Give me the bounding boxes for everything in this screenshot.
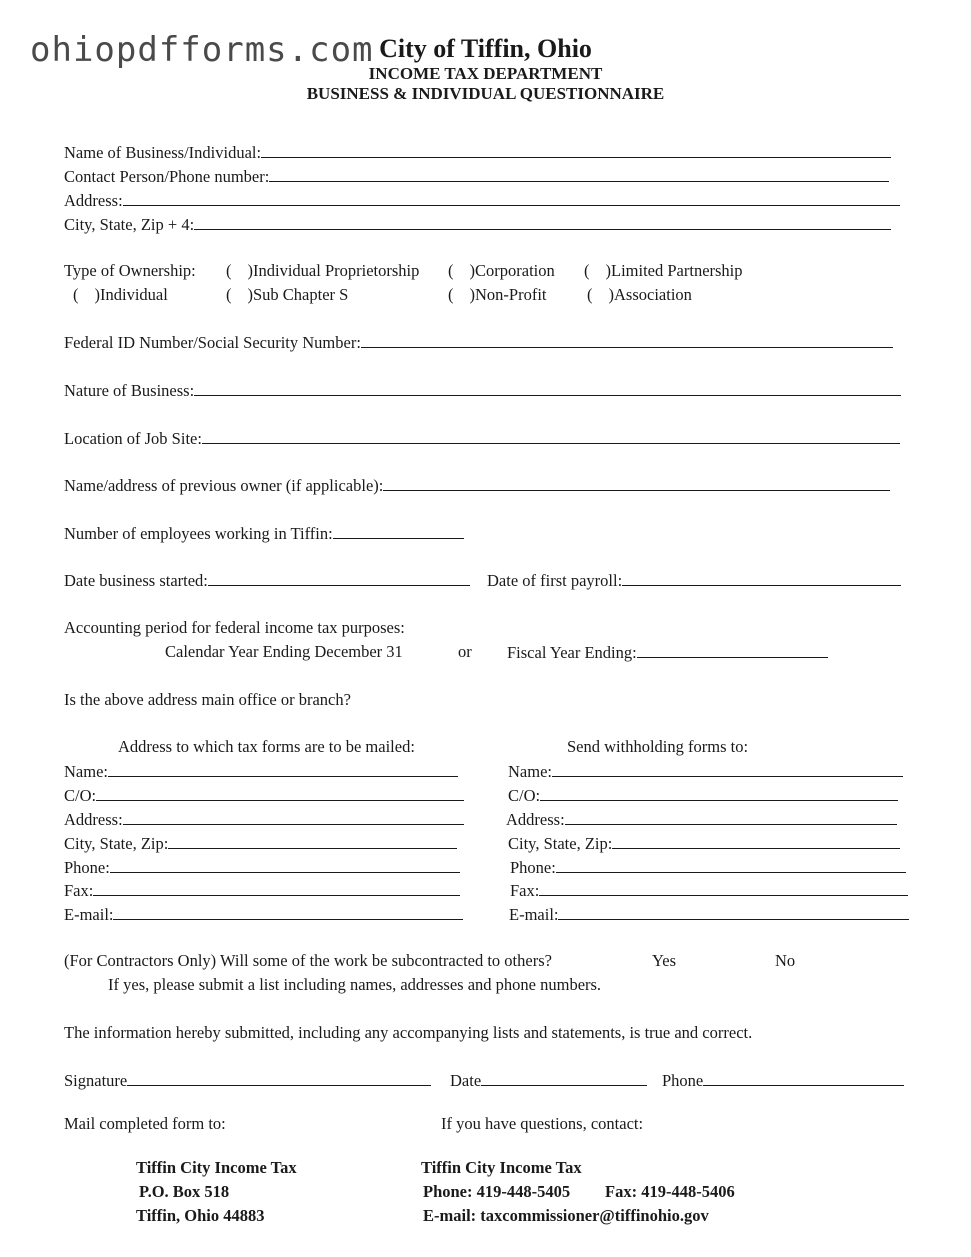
signature-phone-field xyxy=(662,1070,904,1091)
mailing-heading-left: Address to which tax forms are to be mailed: xyxy=(118,737,415,756)
field-city xyxy=(64,214,891,235)
left-address-field xyxy=(64,809,464,830)
field-label: Address: xyxy=(506,810,565,829)
previous-owner-input[interactable] xyxy=(383,475,890,491)
checkbox-individual-proprietorship[interactable] xyxy=(226,261,419,281)
city-input[interactable] xyxy=(194,214,891,230)
field-label: Name: xyxy=(64,762,108,781)
department-heading: INCOME TAX DEPARTMENT xyxy=(368,64,603,83)
right-email-field xyxy=(509,904,909,925)
contact-input[interactable] xyxy=(269,166,889,182)
signature-date-input[interactable] xyxy=(481,1070,647,1086)
fiscal-year-input[interactable] xyxy=(637,642,828,658)
field-address xyxy=(64,190,900,211)
form-subtitle: BUSINESS & INDIVIDUAL QUESTIONNAIRE xyxy=(306,84,665,103)
left-city-field xyxy=(64,833,457,854)
signature-input[interactable] xyxy=(127,1070,431,1086)
checkbox-association[interactable] xyxy=(587,285,692,305)
field-location xyxy=(64,428,900,449)
left-co-field xyxy=(64,785,464,806)
left-fax-field xyxy=(64,880,460,901)
option-label: )Non-Profit xyxy=(469,285,547,304)
contractors-note: If yes, please submit a list including names, addresses and phone numbers. xyxy=(108,975,602,994)
field-label: C/O: xyxy=(508,786,541,805)
checkbox-individual[interactable] xyxy=(73,285,168,305)
questions-label: If you have questions, contact: xyxy=(441,1114,644,1133)
right-phone-input[interactable] xyxy=(556,857,906,873)
signature-phone-input[interactable] xyxy=(703,1070,904,1086)
right-co-field xyxy=(508,785,898,806)
yes-option[interactable]: Yes xyxy=(652,951,677,970)
field-business-name xyxy=(64,142,891,163)
calendar-year-option[interactable]: Calendar Year Ending December 31 xyxy=(165,642,403,661)
open-paren: ( xyxy=(226,285,232,304)
right-email-input[interactable] xyxy=(558,904,909,920)
page-title: City of Tiffin, Ohio xyxy=(379,34,592,63)
field-label: Phone: xyxy=(64,858,110,877)
field-fiscal-year xyxy=(507,642,828,663)
field-label: Location of Job Site: xyxy=(64,429,202,448)
contact-fax: Fax: 419-448-5406 xyxy=(605,1182,735,1201)
field-label: Federal ID Number/Social Security Number: xyxy=(64,333,361,352)
location-input[interactable] xyxy=(202,428,900,444)
date-started-input[interactable] xyxy=(208,570,470,586)
field-label: Contact Person/Phone number: xyxy=(64,167,270,186)
mail-city: Tiffin, Ohio 44883 xyxy=(136,1206,265,1225)
mailing-heading-right: Send withholding forms to: xyxy=(567,737,749,756)
contact-email[interactable]: E-mail: taxcommissioner@tiffinohio.gov xyxy=(423,1206,709,1225)
field-label: E-mail: xyxy=(509,905,559,924)
field-date-started xyxy=(64,570,470,591)
employees-input[interactable] xyxy=(333,523,464,539)
field-employees xyxy=(64,523,464,544)
left-co-input[interactable] xyxy=(96,785,464,801)
federal-id-input[interactable] xyxy=(361,332,893,348)
option-label: )Individual xyxy=(94,285,168,304)
checkbox-sub-chapter-s[interactable] xyxy=(226,285,348,305)
open-paren: ( xyxy=(448,261,454,280)
field-label: City, State, Zip: xyxy=(64,834,169,853)
field-label: Date xyxy=(450,1071,482,1090)
contact-phone: Phone: 419-448-5405 xyxy=(423,1182,571,1201)
right-city-input[interactable] xyxy=(612,833,900,849)
option-label: )Corporation xyxy=(469,261,555,280)
field-label: City, State, Zip: xyxy=(508,834,613,853)
left-name-input[interactable] xyxy=(108,761,458,777)
certification-statement: The information hereby submitted, including any accompanying lists and statements, is true and correct. xyxy=(64,1023,753,1042)
left-phone-input[interactable] xyxy=(110,857,460,873)
field-label: Phone xyxy=(662,1071,704,1090)
mail-label: Mail completed form to: xyxy=(64,1114,226,1133)
field-federal-id xyxy=(64,332,893,353)
left-fax-input[interactable] xyxy=(93,880,460,896)
right-name-field xyxy=(508,761,903,782)
option-label: )Individual Proprietorship xyxy=(247,261,420,280)
field-label: Nature of Business: xyxy=(64,381,195,400)
field-label: Fax: xyxy=(64,881,94,900)
ownership-label: Type of Ownership: xyxy=(64,261,196,280)
accounting-question: Accounting period for federal income tax purposes: xyxy=(64,618,405,637)
option-label: )Limited Partnership xyxy=(605,261,743,280)
field-label: Name: xyxy=(508,762,552,781)
field-label: City, State, Zip + 4: xyxy=(64,215,195,234)
no-option[interactable]: No xyxy=(775,951,796,970)
mail-name: Tiffin City Income Tax xyxy=(136,1158,297,1177)
checkbox-corporation[interactable] xyxy=(448,261,555,281)
left-name-field xyxy=(64,761,458,782)
open-paren: ( xyxy=(587,285,593,304)
signature-date-field xyxy=(450,1070,647,1091)
left-city-input[interactable] xyxy=(168,833,457,849)
field-label: Number of employees working in Tiffin: xyxy=(64,524,333,543)
mail-box: P.O. Box 518 xyxy=(139,1182,230,1201)
field-label: Name of Business/Individual: xyxy=(64,143,262,162)
right-fax-field xyxy=(510,880,908,901)
field-label: Name/address of previous owner (if applicable): xyxy=(64,476,384,495)
first-payroll-input[interactable] xyxy=(622,570,901,586)
field-label: C/O: xyxy=(64,786,97,805)
field-label: Address: xyxy=(64,191,123,210)
left-address-input[interactable] xyxy=(123,809,464,825)
right-city-field xyxy=(508,833,900,854)
or-text: or xyxy=(458,642,472,661)
left-email-input[interactable] xyxy=(113,904,463,920)
field-label: Date business started: xyxy=(64,571,208,590)
right-address-field xyxy=(506,809,897,830)
right-phone-field xyxy=(510,857,906,878)
field-label: Phone: xyxy=(510,858,556,877)
field-label: E-mail: xyxy=(64,905,114,924)
field-label: Address: xyxy=(64,810,123,829)
field-label: Fax: xyxy=(510,881,540,900)
business-name-input[interactable] xyxy=(261,142,891,158)
contact-name: Tiffin City Income Tax xyxy=(421,1158,582,1177)
field-label: Fiscal Year Ending: xyxy=(507,643,637,662)
right-fax-input[interactable] xyxy=(539,880,908,896)
field-previous-owner xyxy=(64,475,890,496)
open-paren: ( xyxy=(73,285,79,304)
field-label: Signature xyxy=(64,1071,128,1090)
checkbox-non-profit[interactable] xyxy=(448,285,547,305)
field-contact xyxy=(64,166,889,187)
open-paren: ( xyxy=(226,261,232,280)
contractors-question: (For Contractors Only) Will some of the work be subcontracted to others? xyxy=(64,951,552,970)
main-office-question: Is the above address main office or branch? xyxy=(64,690,351,709)
right-address-input[interactable] xyxy=(565,809,897,825)
address-input[interactable] xyxy=(123,190,900,206)
nature-input[interactable] xyxy=(194,380,901,396)
field-first-payroll xyxy=(487,570,901,591)
right-co-input[interactable] xyxy=(540,785,898,801)
signature-field xyxy=(64,1070,431,1091)
open-paren: ( xyxy=(584,261,590,280)
watermark-text: ohiopdfforms.com xyxy=(30,30,374,70)
checkbox-limited-partnership[interactable] xyxy=(584,261,743,281)
field-label: Date of first payroll: xyxy=(487,571,623,590)
option-label: )Association xyxy=(608,285,692,304)
field-nature xyxy=(64,380,901,401)
option-label: )Sub Chapter S xyxy=(247,285,349,304)
right-name-input[interactable] xyxy=(552,761,903,777)
left-email-field xyxy=(64,904,463,925)
left-phone-field xyxy=(64,857,460,878)
open-paren: ( xyxy=(448,285,454,304)
